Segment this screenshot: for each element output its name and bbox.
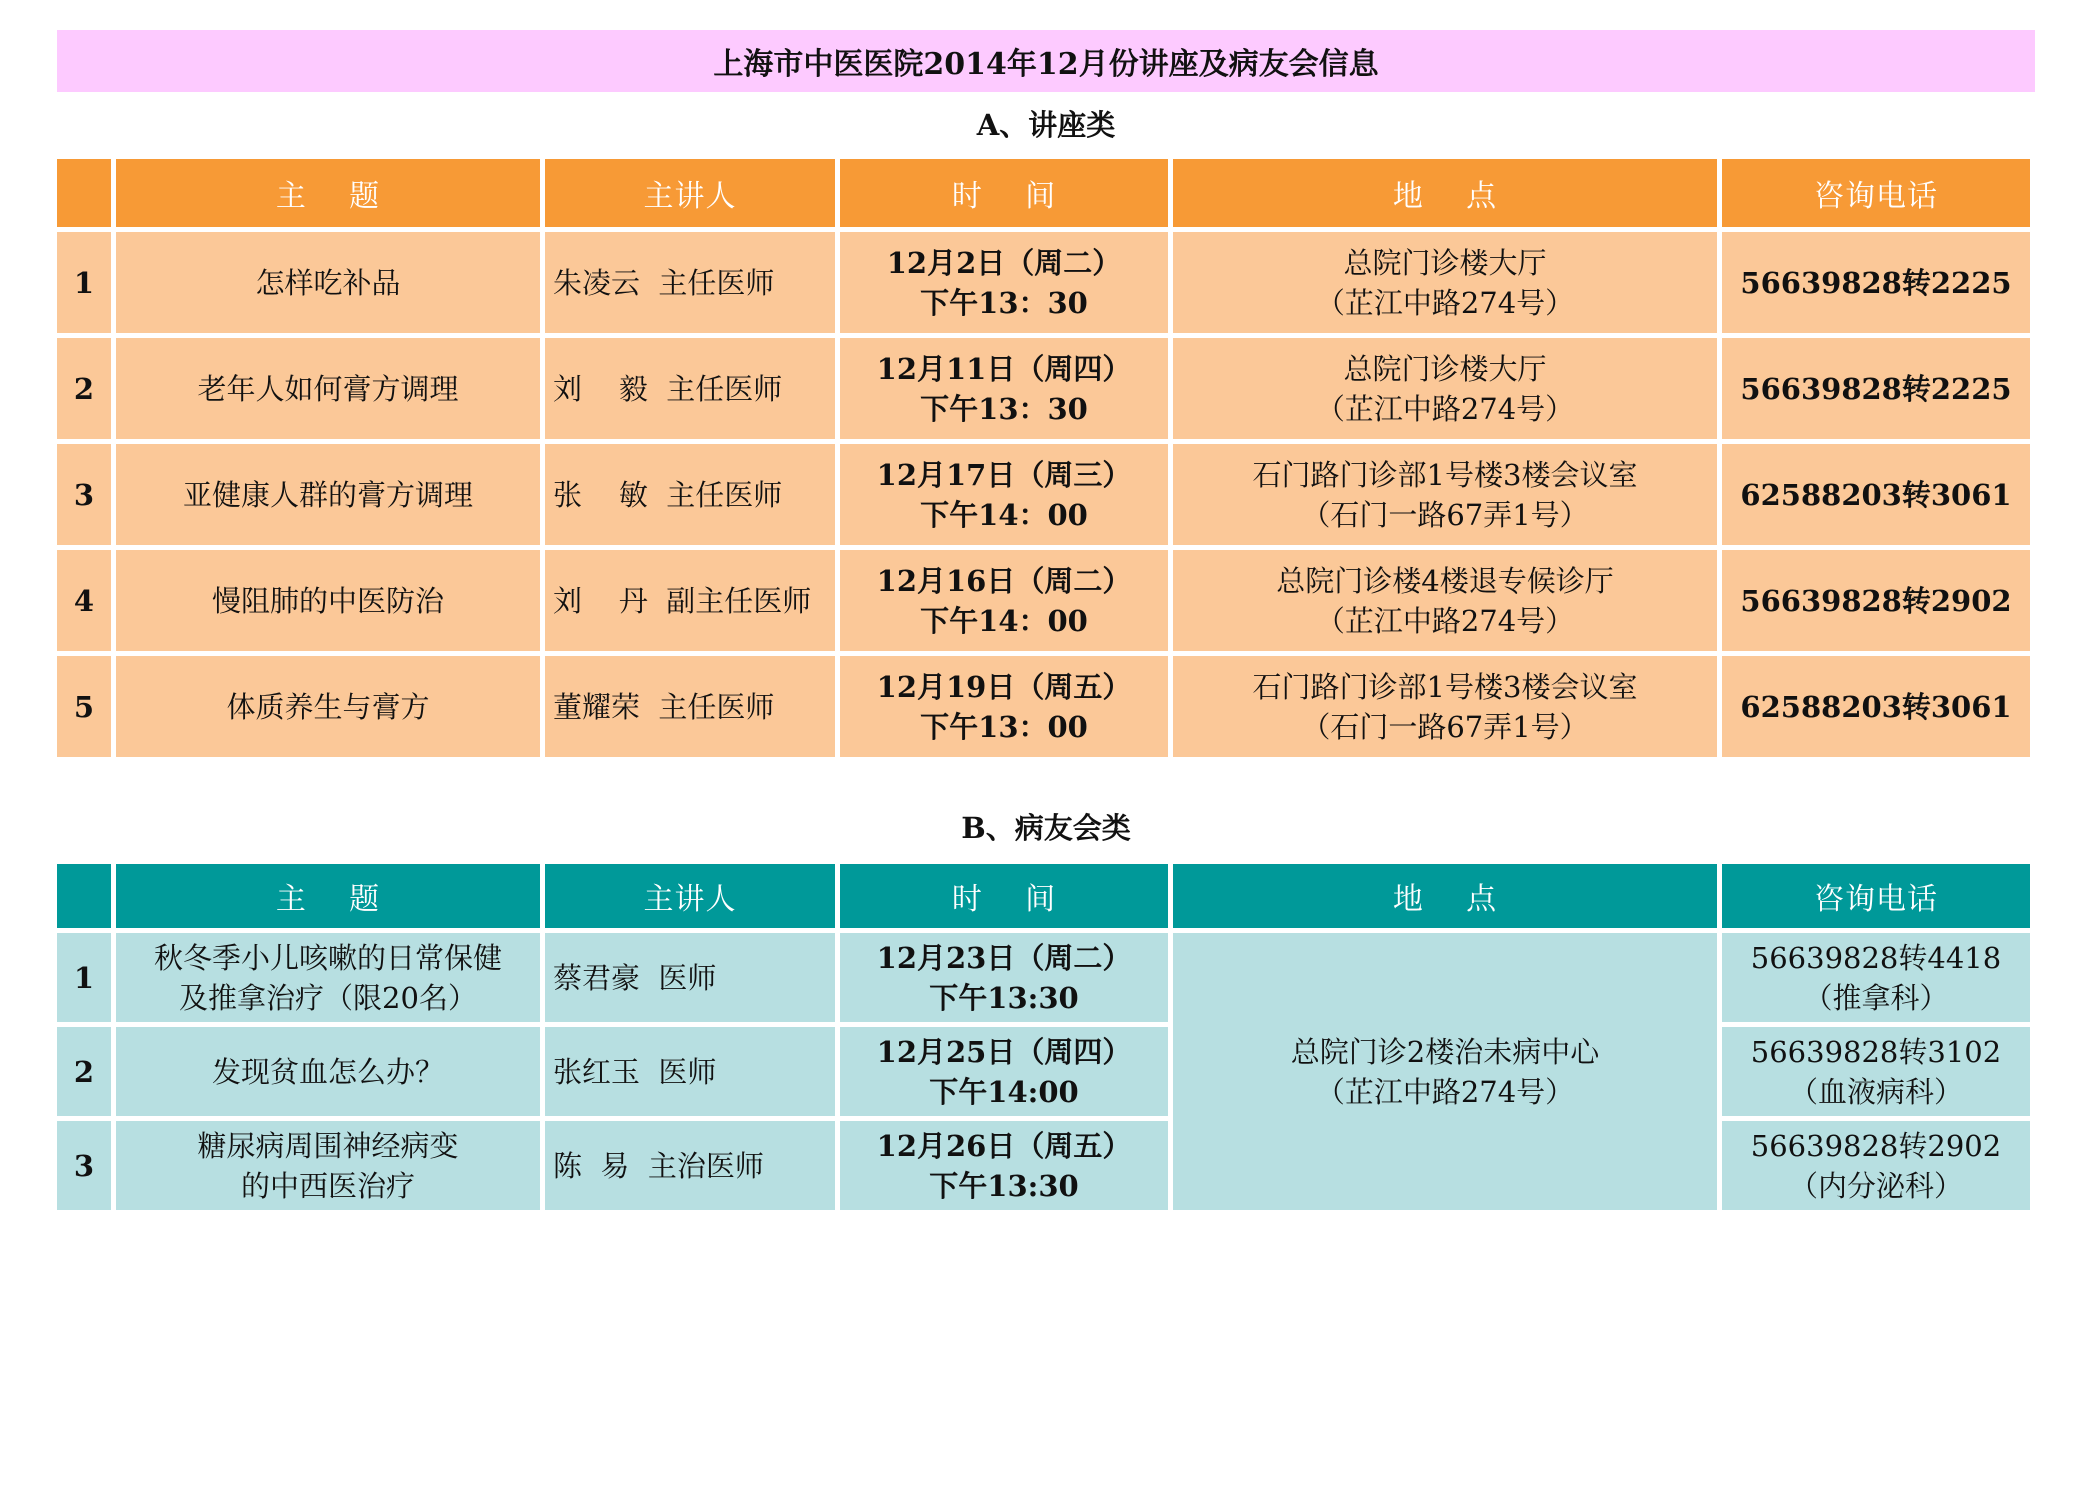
row-date: 12月16日（周二） xyxy=(876,563,1132,598)
row-time xyxy=(840,1121,1168,1210)
row-phone xyxy=(1722,1027,2030,1116)
place-name: 总院门诊2楼治未病中心 xyxy=(1290,1034,1600,1069)
row-place-address: （芷江中路274号） xyxy=(1315,603,1575,638)
page-title: 上海市中医医院2014年12月份讲座及病友会信息 xyxy=(57,30,2035,92)
table-row xyxy=(57,933,2030,1022)
place-address: （芷江中路274号） xyxy=(1315,1074,1575,1109)
row-number: 5 xyxy=(57,656,111,757)
row-number: 1 xyxy=(57,933,111,1022)
row-place xyxy=(1173,444,1717,545)
row-topic: 体质养生与膏方 xyxy=(116,656,540,757)
row-phone xyxy=(1722,1121,2030,1210)
row-dept: （内分泌科） xyxy=(1788,1168,1963,1203)
header-place: 地 点 xyxy=(1173,864,1717,928)
row-speaker: 刘 丹 副主任医师 xyxy=(545,550,835,651)
row-hour: 下午14：00 xyxy=(920,497,1088,532)
row-dept: （推拿科） xyxy=(1803,980,1949,1015)
row-place-name: 总院门诊楼4楼退专候诊厅 xyxy=(1276,563,1614,598)
row-date: 12月19日（周五） xyxy=(876,669,1132,704)
section-a-heading: A、讲座类 xyxy=(976,108,1116,142)
row-speaker: 陈 易 主治医师 xyxy=(545,1121,835,1210)
row-speaker: 蔡君豪 医师 xyxy=(545,933,835,1022)
row-time xyxy=(840,933,1168,1022)
header-time: 时 间 xyxy=(840,864,1168,928)
row-time xyxy=(840,1027,1168,1116)
row-place-name: 总院门诊楼大厅 xyxy=(1343,351,1547,386)
table-row xyxy=(57,444,2030,545)
table-row xyxy=(57,550,2030,651)
header-number xyxy=(57,864,111,928)
row-topic: 亚健康人群的膏方调理 xyxy=(116,444,540,545)
row-date: 12月23日（周二） xyxy=(876,940,1132,975)
row-number: 1 xyxy=(57,232,111,333)
club-header-row xyxy=(57,864,2030,928)
row-place xyxy=(1173,338,1717,439)
row-topic-line1: 糖尿病周围神经病变 xyxy=(197,1128,459,1163)
row-hour: 下午14:00 xyxy=(929,1074,1079,1109)
header-speaker: 主讲人 xyxy=(545,159,835,227)
row-place-name: 总院门诊楼大厅 xyxy=(1343,245,1547,280)
row-number: 2 xyxy=(57,1027,111,1116)
row-speaker: 张红玉 医师 xyxy=(545,1027,835,1116)
table-row xyxy=(57,656,2030,757)
table-row xyxy=(57,338,2030,439)
table-row xyxy=(57,232,2030,333)
row-topic: 老年人如何膏方调理 xyxy=(116,338,540,439)
row-hour: 下午13：00 xyxy=(920,709,1088,744)
row-phone: 56639828转2225 xyxy=(1722,232,2030,333)
row-number: 3 xyxy=(57,444,111,545)
row-phone: 56639828转2225 xyxy=(1722,338,2030,439)
row-phone-number: 56639828转3102 xyxy=(1750,1034,2002,1069)
row-place-address: （石门一路67弄1号） xyxy=(1301,497,1589,532)
header-phone: 咨询电话 xyxy=(1722,159,2030,227)
header-topic: 主 题 xyxy=(116,159,540,227)
row-topic-line2: 的中西医治疗 xyxy=(240,1168,415,1203)
row-speaker: 朱凌云 主任医师 xyxy=(545,232,835,333)
header-speaker: 主讲人 xyxy=(545,864,835,928)
row-phone xyxy=(1722,933,2030,1022)
row-phone-number: 56639828转4418 xyxy=(1750,940,2002,975)
header-place: 地 点 xyxy=(1173,159,1717,227)
lecture-table xyxy=(52,154,2035,762)
row-speaker: 刘 毅 主任医师 xyxy=(545,338,835,439)
row-place-name: 石门路门诊部1号楼3楼会议室 xyxy=(1252,457,1638,492)
header-time: 时 间 xyxy=(840,159,1168,227)
row-time xyxy=(840,232,1168,333)
row-number: 4 xyxy=(57,550,111,651)
row-number: 3 xyxy=(57,1121,111,1210)
patient-club-table xyxy=(52,859,2035,1215)
row-date: 12月25日（周四） xyxy=(876,1034,1132,1069)
row-topic-line2: 及推拿治疗（限20名） xyxy=(179,980,477,1015)
row-place-address: （芷江中路274号） xyxy=(1315,285,1575,320)
row-place-address: （石门一路67弄1号） xyxy=(1301,709,1589,744)
row-time xyxy=(840,444,1168,545)
row-dept: （血液病科） xyxy=(1788,1074,1963,1109)
table-row xyxy=(57,1121,2030,1210)
row-place-name: 石门路门诊部1号楼3楼会议室 xyxy=(1252,669,1638,704)
row-place xyxy=(1173,550,1717,651)
row-phone: 56639828转2902 xyxy=(1722,550,2030,651)
row-topic-line1: 秋冬季小儿咳嗽的日常保健 xyxy=(153,940,502,975)
row-date: 12月11日（周四） xyxy=(876,351,1132,386)
row-number: 2 xyxy=(57,338,111,439)
row-topic xyxy=(116,933,540,1022)
row-phone: 62588203转3061 xyxy=(1722,656,2030,757)
row-date: 12月17日（周三） xyxy=(876,457,1132,492)
row-time xyxy=(840,550,1168,651)
row-time xyxy=(840,656,1168,757)
row-topic-line1: 发现贫血怎么办？ xyxy=(211,1054,444,1089)
row-hour: 下午14：00 xyxy=(920,603,1088,638)
row-date: 12月2日（周二） xyxy=(886,245,1122,280)
header-number xyxy=(57,159,111,227)
section-b-heading: B、病友会类 xyxy=(961,811,1131,845)
row-place xyxy=(1173,232,1717,333)
row-place-address: （芷江中路274号） xyxy=(1315,391,1575,426)
row-hour: 下午13:30 xyxy=(929,980,1079,1015)
table-row xyxy=(57,1027,2030,1116)
row-place xyxy=(1173,656,1717,757)
row-phone: 62588203转3061 xyxy=(1722,444,2030,545)
shared-place xyxy=(1173,933,1717,1210)
row-hour: 下午13:30 xyxy=(929,1168,1079,1203)
row-hour: 下午13：30 xyxy=(920,391,1088,426)
row-hour: 下午13：30 xyxy=(920,285,1088,320)
row-phone-number: 56639828转2902 xyxy=(1750,1128,2002,1163)
row-speaker: 张 敏 主任医师 xyxy=(545,444,835,545)
row-topic xyxy=(116,1121,540,1210)
header-phone: 咨询电话 xyxy=(1722,864,2030,928)
lecture-header-row xyxy=(57,159,2030,227)
header-topic: 主 题 xyxy=(116,864,540,928)
row-date: 12月26日（周五） xyxy=(876,1128,1132,1163)
row-topic: 慢阻肺的中医防治 xyxy=(116,550,540,651)
row-speaker: 董耀荣 主任医师 xyxy=(545,656,835,757)
row-topic xyxy=(116,1027,540,1116)
row-topic: 怎样吃补品 xyxy=(116,232,540,333)
row-time xyxy=(840,338,1168,439)
